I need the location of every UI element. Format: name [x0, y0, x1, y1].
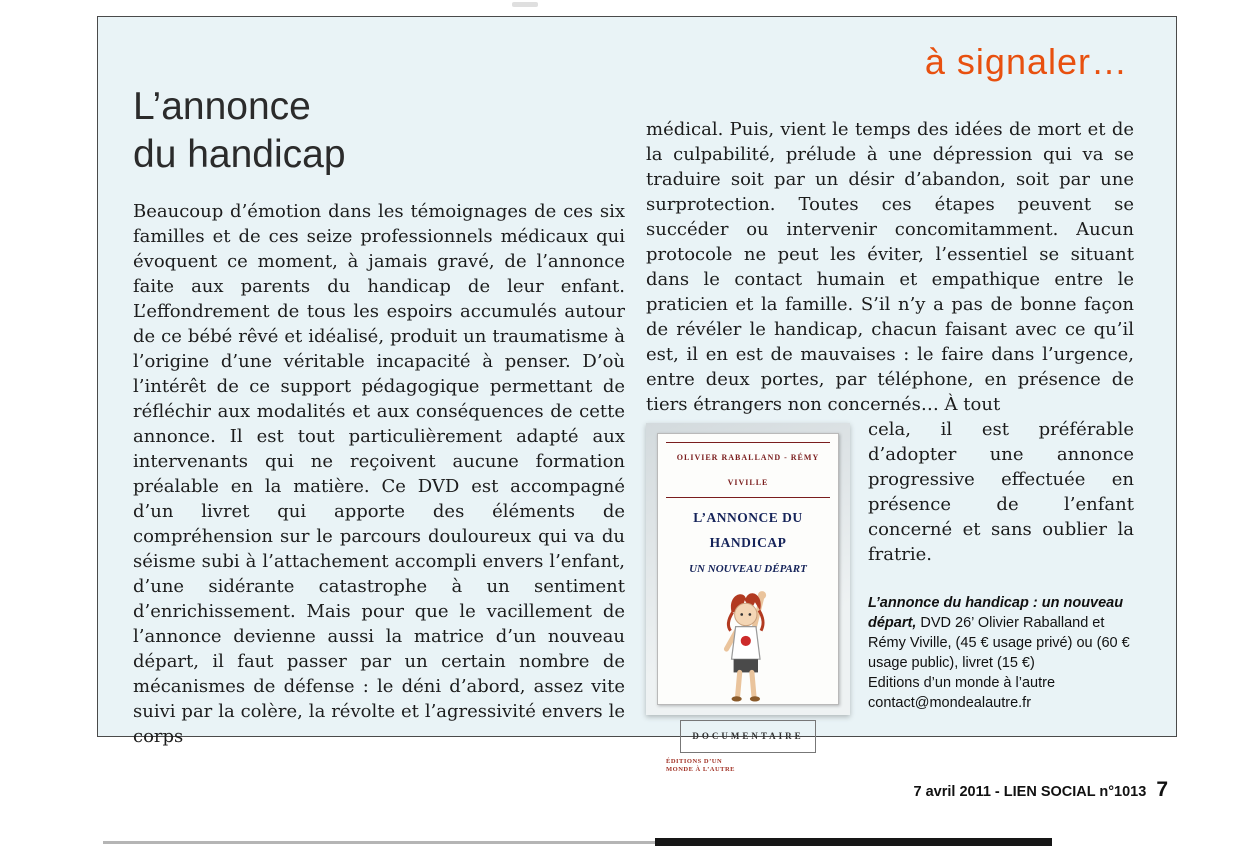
scan-artifact-gray — [103, 841, 655, 844]
scan-smudge-top — [512, 2, 538, 7]
caption-title: L’annonce du handicap : un nouveau départ, — [868, 595, 1124, 631]
dvd-authors: OLIVIER RABALLAND - RÉMY VIVILLE — [666, 442, 830, 498]
caption-details: DVD 26’ Olivier Raballand et Rémy Viville, (45 € usage privé) ou (60 € usage public), livret (15 €) — [868, 615, 1130, 671]
page-title — [133, 83, 346, 179]
dvd-cover-photo — [646, 423, 850, 773]
dvd-title: L’ANNONCE DU HANDICAP — [693, 510, 803, 550]
scan-artifact-dark — [655, 838, 1052, 846]
caption-contact-email: contact@mondealautre.fr — [868, 695, 1032, 711]
dvd-wrap-area — [646, 417, 1134, 773]
dvd-subtitle: UN NOUVEAU DÉPART — [689, 563, 807, 575]
girl-illustration — [697, 586, 799, 708]
dvd-genre-label: DOCUMENTAIRE — [680, 720, 816, 753]
article-panel — [97, 16, 1177, 773]
footer-page-number: 7 — [1156, 778, 1168, 801]
caption-publisher: Editions d’un monde à l’autre — [868, 675, 1056, 691]
title-line-2: du handicap — [133, 133, 346, 176]
left-column-text: Beaucoup d’émotion dans les témoignages de ces six familles et de ces seize professionnels médicaux qui évoquent ce moment, à jamais gravé, de l’annonce faite aux parents du handicap de leur enfant. L’effondrement de tous les espoirs accumulés autour de ce bébé rêvé et idéalisé, produit un traumatisme à l’origine d’une véritable incapacité à penser. D’où l’intérêt de ce support pédagogique permettant de réfléchir aux modalités et aux conséquences de cette annonce. Il est tout particulièrement adapté aux intervenants qui ne reçoivent aucune formation préalable en la matière. Ce DVD est accompagné d’un livret qui apporte des éléments de compréhension sur le parcours douloureux qui va du séisme subi à l’attachement accompli envers l’enfant, d’une sidérante catastrophe à un sentiment d’enrichissement. Mais pour que le vacillement de l’annonce devienne aussi la matrice d’un nouveau départ, il faut passer par un certain nombre de mécanismes de défense : le déni d’abord, assez vite suivi par la colère, la révolte et l’agressivité envers le corps — [133, 201, 625, 747]
section-label: à signaler… — [924, 41, 1128, 82]
dvd-cover — [657, 433, 839, 773]
dvd-publisher-logo: ÉDITIONS D’UN MONDE À L’AUTRE — [666, 758, 736, 773]
footer-journal-name: LIEN SOCIAL n°1013 — [1003, 784, 1147, 800]
footer-date: 7 avril 2011 - — [913, 784, 1004, 800]
page-footer — [0, 778, 1168, 802]
right-column-text-part2: cela, il est préférable d’adopter une annonce progressive effectuée en présence de l’enfant concerné et sans oublier la fratrie. — [868, 419, 1134, 565]
right-column — [646, 117, 1134, 773]
title-line-1: L’annonce — [133, 85, 311, 128]
right-column-text-part1: médical. Puis, vient le temps des idées de mort et de la culpabilité, prélude à une dépression qui va se traduire soit par un désir d’abandon, soit par une surprotection. Toutes ces étapes peuvent se succéder ou intervenir concomitamment. Aucun protocole ne peut les éviter, l’essentiel se situant dans le contact humain et empathique entre le praticien et la famille. S’il n’y a pas de bonne façon de révéler le handicap, chacun faisant avec ce qu’il est, il en est de mauvaises : le faire dans l’urgence, entre deux portes, par téléphone, en présence de tiers étrangers non concernés… À tout — [646, 119, 1134, 415]
